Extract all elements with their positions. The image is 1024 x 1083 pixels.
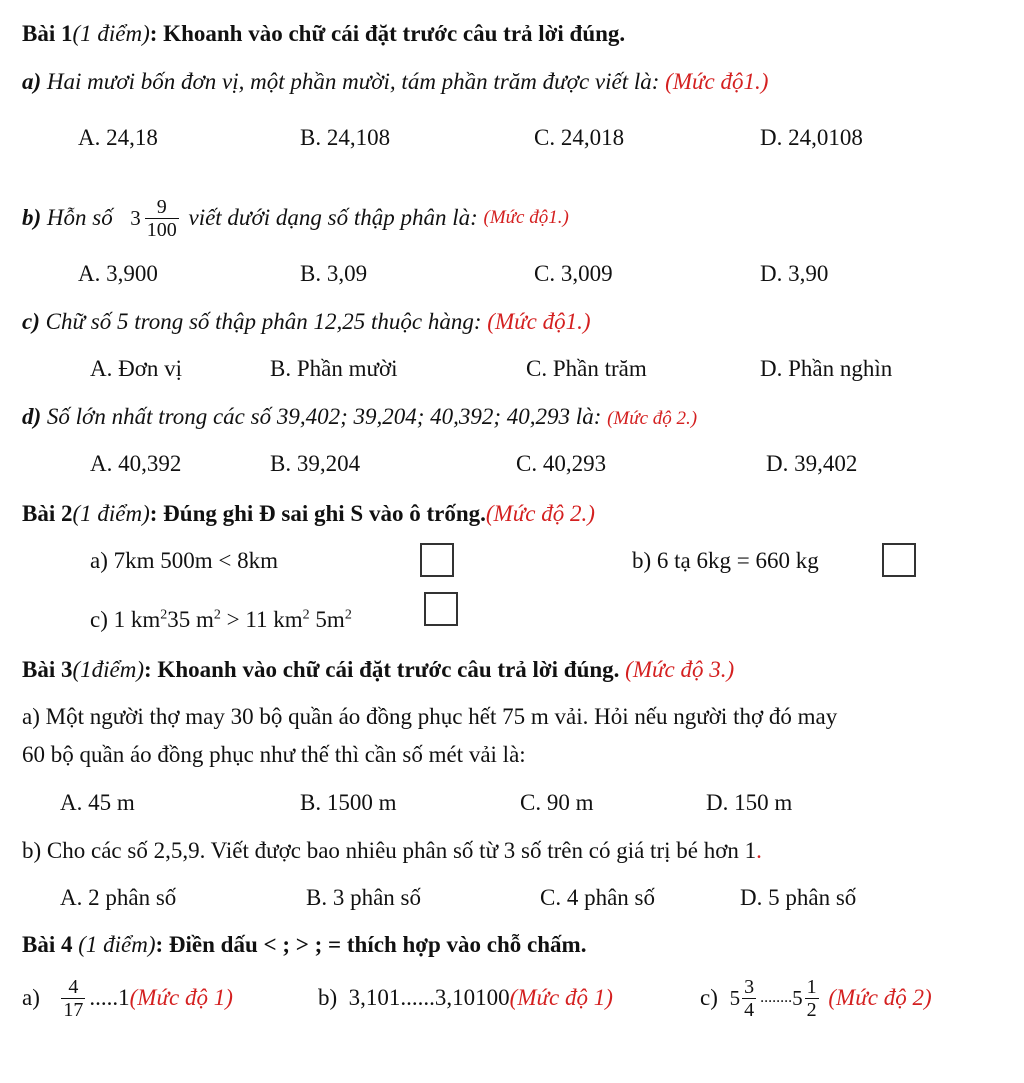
- bai4-points: (1 điểm): [78, 932, 156, 957]
- bai3-number: Bài 3: [22, 657, 73, 682]
- difficulty-level: (Mức độ1.): [487, 309, 591, 334]
- answer-box-b[interactable]: [882, 543, 916, 577]
- bai2-heading: [22, 500, 595, 528]
- superscript: 2: [344, 607, 352, 623]
- option-c[interactable]: C. 40,293: [516, 451, 607, 476]
- option-b[interactable]: B. Phần mười: [270, 356, 398, 381]
- bai1-question-a: [22, 68, 768, 96]
- item-c-part2: 35 m: [167, 607, 214, 632]
- option-c[interactable]: C. 90 m: [520, 790, 594, 815]
- bai1-number: Bài 1: [22, 21, 73, 46]
- fraction: [742, 976, 756, 1021]
- fraction-numerator: 9: [156, 195, 167, 218]
- item-label: b): [318, 985, 338, 1010]
- difficulty-level: (Mức độ 2.): [607, 408, 698, 429]
- superscript: 2: [302, 607, 310, 623]
- option-b[interactable]: B. 39,204: [270, 451, 361, 476]
- mixed-number-whole: 3: [130, 206, 141, 230]
- bai2-points: (1 điểm): [72, 501, 150, 526]
- question-label: a): [22, 69, 42, 94]
- comparison-blank[interactable]: ........: [760, 989, 793, 1006]
- bai4-item-a: [22, 970, 233, 1026]
- bai2-number: Bài 2: [22, 501, 73, 526]
- question-text-before: Hỗn số: [46, 205, 113, 230]
- option-d[interactable]: D. 39,402: [766, 451, 858, 476]
- option-b[interactable]: B. 1500 m: [300, 790, 397, 815]
- item-c-part4: 5m: [309, 607, 345, 632]
- difficulty-level: (Mức độ 3.): [625, 657, 735, 682]
- difficulty-level: (Mức độ1.): [483, 207, 569, 228]
- fraction: [61, 976, 85, 1021]
- option-b[interactable]: B. 24,108: [300, 125, 391, 150]
- difficulty-level: (Mức độ 2.): [485, 501, 595, 526]
- bai3-question-a-line2: 60 bộ quần áo đồng phục như thế thì cần số mét vải là:: [22, 742, 526, 767]
- fraction-numerator: 3: [744, 975, 755, 998]
- fraction-denominator: 100: [146, 218, 177, 241]
- option-b[interactable]: B. 3,09: [300, 261, 368, 286]
- question-label: b): [22, 205, 42, 230]
- mixed-whole: 5: [792, 986, 803, 1010]
- option-a[interactable]: A. 40,392: [90, 451, 182, 476]
- bai1-question-d: [22, 403, 697, 433]
- bai1-heading: [22, 20, 625, 48]
- option-c[interactable]: C. 3,009: [534, 261, 613, 286]
- bai3-heading: [22, 656, 734, 684]
- option-d[interactable]: D. Phần nghìn: [760, 356, 893, 381]
- question-label: d): [22, 404, 42, 429]
- mixed-whole: 5: [729, 986, 741, 1010]
- superscript: 2: [160, 607, 168, 623]
- fraction: [805, 976, 819, 1021]
- fraction-denominator: 2: [806, 998, 817, 1021]
- bai4-item-b: [318, 970, 613, 1026]
- fraction-denominator: 17: [63, 998, 84, 1021]
- item-c-part1: c) 1 km: [90, 607, 161, 632]
- bai1-question-c: [22, 308, 591, 336]
- question-text: Hai mươi bốn đơn vị, một phần mười, tám phần trăm được viết là:: [46, 69, 660, 94]
- bai4-item-c: [700, 970, 932, 1026]
- item-c-part3: > 11 km: [220, 607, 303, 632]
- fraction-denominator: 4: [744, 998, 755, 1021]
- mixed-number-fraction: [145, 196, 179, 241]
- option-d[interactable]: D. 150 m: [706, 790, 793, 815]
- bai4-heading: [22, 931, 586, 959]
- option-a[interactable]: A. 45 m: [60, 790, 135, 815]
- bai1-question-b: [22, 193, 569, 243]
- answer-box-c[interactable]: [424, 592, 458, 626]
- bai4-number: Bài 4: [22, 932, 73, 957]
- bai3-points: (1điểm): [72, 657, 145, 682]
- superscript: 2: [213, 607, 221, 623]
- option-b[interactable]: B. 3 phân số: [306, 885, 421, 910]
- bai4-instruction: : Điền dấu < ; > ; = thích hợp vào chỗ chấm.: [155, 932, 587, 957]
- bai2-item-b: b) 6 tạ 6kg = 660 kg: [632, 548, 819, 573]
- comparison-blank[interactable]: .....1: [89, 985, 130, 1010]
- question-text: b) Cho các số 2,5,9. Viết được bao nhiêu phân số từ 3 số trên có giá trị bé hơn 1: [22, 838, 757, 863]
- difficulty-level: (Mức độ 2): [828, 985, 932, 1010]
- bai3-instruction: : Khoanh vào chữ cái đặt trước câu trả lời đúng.: [144, 657, 620, 682]
- bai1-points: (1 điểm): [72, 21, 150, 46]
- answer-box-a[interactable]: [420, 543, 454, 577]
- question-label: c): [22, 309, 40, 334]
- option-a[interactable]: A. 24,18: [78, 125, 158, 150]
- question-text: Số lớn nhất trong các số 39,402; 39,204; 40,392; 40,293 là:: [46, 404, 602, 429]
- option-a[interactable]: A. 3,900: [78, 261, 158, 286]
- bai3-question-a-line1: a) Một người thợ may 30 bộ quần áo đồng phục hết 75 m vải. Hỏi nếu người thợ đó may: [22, 704, 838, 729]
- bai3-question-b: [22, 837, 762, 865]
- option-c[interactable]: C. Phần trăm: [526, 356, 647, 381]
- item-label: c): [700, 985, 718, 1010]
- option-d[interactable]: D. 5 phân số: [740, 885, 857, 910]
- bai1-instruction: : Khoanh vào chữ cái đặt trước câu trả lời đúng.: [149, 21, 626, 46]
- comparison-blank[interactable]: 3,101......3,10100: [348, 985, 510, 1010]
- question-text-after: viết dưới dạng số thập phân là:: [188, 205, 478, 230]
- bai2-item-a: a) 7km 500m < 8km: [90, 548, 279, 573]
- fraction-numerator: 1: [806, 975, 817, 998]
- question-text: Chữ số 5 trong số thập phân 12,25 thuộc hàng:: [45, 309, 482, 334]
- option-d[interactable]: D. 3,90: [760, 261, 829, 286]
- item-label: a): [22, 985, 40, 1010]
- option-a[interactable]: A. Đơn vị: [90, 356, 183, 381]
- option-c[interactable]: C. 4 phân số: [540, 885, 655, 910]
- red-period: .: [756, 838, 762, 863]
- difficulty-level: (Mức độ 1): [129, 985, 233, 1010]
- option-a[interactable]: A. 2 phân số: [60, 885, 177, 910]
- bai2-item-c: [90, 606, 352, 634]
- option-c[interactable]: C. 24,018: [534, 125, 625, 150]
- option-d[interactable]: D. 24,0108: [760, 125, 863, 150]
- fraction-numerator: 4: [68, 975, 79, 998]
- difficulty-level: (Mức độ1.): [665, 69, 769, 94]
- bai2-instruction: : Đúng ghi Đ sai ghi S vào ô trống.: [149, 501, 486, 526]
- difficulty-level: (Mức độ 1): [509, 985, 613, 1010]
